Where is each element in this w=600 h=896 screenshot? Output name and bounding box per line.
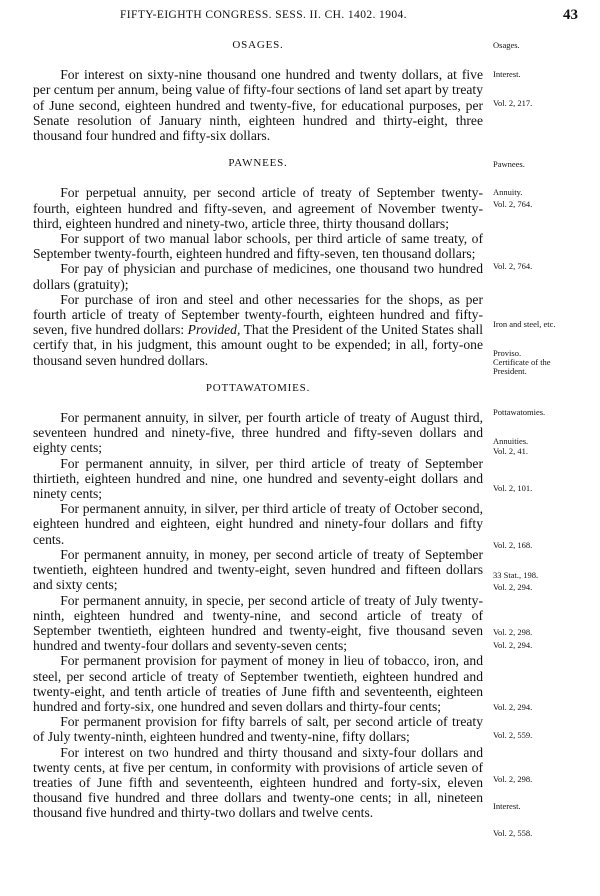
margin-note: Certificate of the (493, 357, 551, 367)
page-number: 43 (563, 7, 578, 23)
margin-note: Vol. 2, 764. (493, 261, 533, 271)
margin-note: Osages. (493, 40, 520, 50)
margin-note: Pottawatomies. (493, 407, 546, 417)
margin-note: Pawnees. (493, 159, 525, 169)
margin-note: Vol. 2, 101. (493, 483, 533, 493)
paragraph: For permanent annuity, in silver, per fourth article of treaty of August third, seventeen hundred and ninety-five, three hundred and fifty-seven dollars and eighty cents; (33, 410, 483, 456)
section-heading: OSAGES. (232, 39, 284, 51)
paragraph: For pay of physician and purchase of medicines, one thousand two hundred dollars (gratuity); (33, 261, 483, 292)
main-text-column (33, 38, 483, 834)
paragraph: For permanent annuity, in silver, per third article of treaty of September thirtieth, eighteen hundred and nine, one hundred and seventy-eight dollars and ninety cents; (33, 455, 483, 502)
margin-note: Vol. 2, 764. (493, 199, 533, 209)
running-head: FIFTY-EIGHTH CONGRESS. SESS. II. CH. 1402. 1904. (120, 9, 407, 21)
paragraph: For permanent annuity, in money, per second article of treaty of September twentieth, eighteen hundred and twenty-eight, seven hundred and fifteen dollars and sixty cents; (33, 546, 483, 593)
paragraph-text: For purchase of iron and steel and other necessaries for the shops, as per fourth article of treaty of September twenty-fourth, eighteen hundred and fifty-seven, five hundred dollars: (33, 291, 483, 338)
paragraph: For support of two manual labor schools, per third article of same treaty, of September twenty-fourth, eighteen hundred and fifty-seven, ten thousand dollars; (33, 231, 483, 262)
paragraph (33, 292, 483, 368)
margin-note: Proviso. (493, 348, 522, 358)
margin-note: Vol. 2, 217. (493, 98, 533, 108)
section-osages (33, 38, 483, 143)
margin-note: Vol. 2, 298. (493, 627, 533, 637)
paragraph: For permanent annuity, in specie, per second article of treaty of July twenty-ninth, eighteen hundred and twenty-nine, and second article of treaty of September twentieth, eighteen hundred and twenty-eight, five thousand seven hundred and twenty-four dollars and seventy-seven cents; (33, 592, 483, 654)
margin-note: Vol. 2, 168. (493, 540, 533, 550)
margin-note: Vol. 2, 559. (493, 730, 533, 740)
margin-note: Vol. 2, 294. (493, 582, 533, 592)
margin-note: Vol. 2, 41. (493, 446, 529, 456)
margin-note: President. (493, 366, 527, 376)
paragraph: For permanent provision for fifty barrels of salt, per second article of treaty of July twenty-ninth, eighteen hundred and twenty-nine, fifty dollars; (33, 714, 483, 745)
paragraph: For interest on sixty-nine thousand one hundred and twenty dollars, at five per centum per annum, being value of fifty-four sections of land set apart by treaty of June second, eighteen hundred and twenty-five, for educational purposes, per Senate resolution of January ninth, eighteen hundred and thirty-eight, three thousand four hundred and fifty-six dollars. (33, 67, 483, 144)
paragraph: For interest on two hundred and thirty thousand and sixty-four dollars and twenty cents, at five per centum, in conformity with provisions of article seven of treaties of June fifth and seventeenth, eighteen hundred and forty-six, eleven thousand five hundred and three dollars and twenty-one cents; in all, nineteen thousand five hundred and thirty-two dollars and twelve cents. (33, 744, 483, 821)
margin-note: Annuities. (493, 436, 529, 446)
margin-note: 33 Stat., 198. (493, 570, 539, 580)
section-heading: PAWNEES. (228, 157, 288, 170)
margin-note: Interest. (493, 69, 521, 79)
margin-note: Interest. (493, 801, 521, 811)
paragraph: For permanent annuity, in silver, per third article of treaty of October second, eighteen hundred and eighteen, eight hundred and ninety-four dollars and fifty cents. (33, 501, 483, 547)
proviso-word: Provided, (187, 322, 241, 338)
margin-note: Vol. 2, 294. (493, 702, 533, 712)
section-pottawatomies (33, 381, 483, 821)
margin-note: Iron and steel, etc. (493, 319, 556, 329)
paragraph: For perpetual annuity, per second article of treaty of September twenty-fourth, eighteen hundred and fifty-seven, and agreement of November twenty-third, eighteen hundred and ninety-two, article three, thirty thousand dollars; (33, 185, 483, 231)
margin-note: Annuity. (493, 187, 523, 197)
paragraph: For permanent provision for payment of money in lieu of tobacco, iron, and steel, per second article of treaty of September twentieth, eighteen hundred and twenty-eight, and tenth article of treaties of June fifth and seventeenth, eighteen hundred and forty-six, one hundred and seven dollars and thirty-four cents; (33, 653, 483, 714)
margin-note: Vol. 2, 558. (493, 828, 533, 838)
margin-note: Vol. 2, 298. (493, 774, 533, 784)
section-pawnees (33, 156, 483, 368)
section-heading: POTTAWATOMIES. (205, 381, 311, 394)
margin-notes (493, 0, 600, 896)
proviso-text: That the President of the United States shall certify that, in his judgment, this amount ought to be expended; in all, forty-one thousand seven hundred dollars. (33, 322, 484, 368)
margin-note: Vol. 2, 294. (493, 640, 533, 650)
